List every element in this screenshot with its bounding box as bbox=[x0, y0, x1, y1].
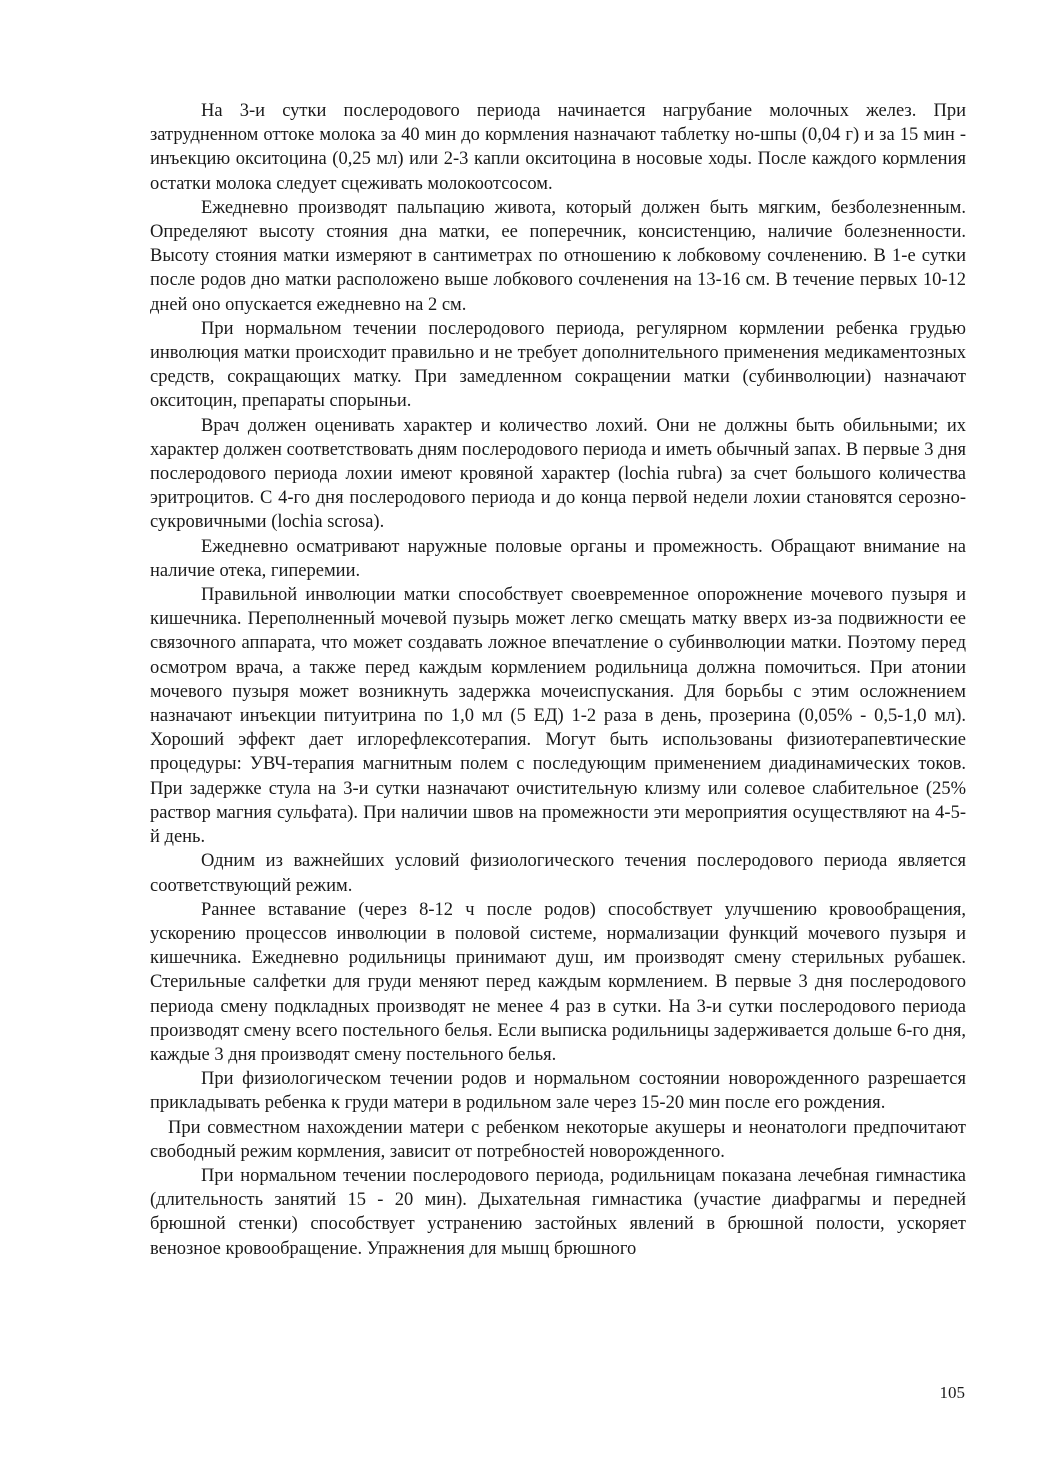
paragraph-abdominal-palpation: Ежедневно производят пальпацию живота, который должен быть мягким, безболезненным. Определяют высоту стояния дна матки, ее поперечник, консистенцию, наличие болезненности. Высоту стояния матки измеряют в сантиметрах по отношению к лобковому сочленению. В 1-е сутки после родов дно матки расположено выше лобкового сочленения на 13-16 см. В течение первых 10-12 дней оно опускается ежедневно на 2 см. bbox=[150, 197, 966, 315]
paragraph-first-breastfeeding: При физиологическом течении родов и нормальном состоянии новорожденного разрешается прикладывать ребенка к груди матери в родильном зале через 15-20 мин после его рождения. bbox=[150, 1069, 966, 1114]
document-page bbox=[150, 99, 966, 1261]
paragraph-regimen: Одним из важнейших условий физиологического течения послеродового периода является соответствующий режим. bbox=[150, 851, 966, 896]
page-number: 105 bbox=[939, 1383, 965, 1402]
paragraph-breast-engorgement: На 3-и сутки послеродового периода начинается нагрубание молочных желез. При затрудненном оттоке молока за 40 мин до кормления назначают таблетку но-шпы (0,04 г) и за 15 мин - инъекцию окситоцина (0,25 мл) или 2-3 капли окситоцина в носовые ходы. После каждого кормления остатки молока следует сцеживать молокоотсосом. bbox=[150, 101, 966, 194]
paragraph-rooming-in: При совместном нахождении матери с ребенком некоторые акушеры и неонатологи предпочитают свободный режим кормления, зависит от потребностей новорожденного. bbox=[150, 1117, 966, 1162]
paragraph-uterine-involution: При нормальном течении послеродового периода, регулярном кормлении ребенка грудью инволюция матки происходит правильно и не требует дополнительного применения медикаментозных средств, сокращающих матку. При замедленном сокращении матки (субинволюции) назначают окситоцин, препараты спорыньи. bbox=[150, 318, 966, 412]
paragraph-external-examination: Ежедневно осматривают наружные половые органы и промежность. Обращают внимание на наличие отека, гиперемии. bbox=[150, 536, 966, 581]
paragraph-bladder-bowel: Правильной инволюции матки способствует своевременное опорожнение мочевого пузыря и кишечника. Переполненный мочевой пузырь может легко смещать матку вверх из-за подвижности ее связочного аппарата, что может создавать ложное впечатление о субинволюции матки. Поэтому перед осмотром врача, а также перед каждым кормлением родильница должна помочиться. При атонии мочевого пузыря может возникнуть задержка мочеиспускания. Для борьбы с этим осложнением назначают инъекции питуитрина по 1,0 мл (5 ЕД) 1-2 раза в день, прозерина (0,05% - 0,5-1,0 мл). Хороший эффект дает иглорефлексотерапия. Могут быть использованы физиотерапевтические процедуры: УВЧ-терапия магнитным полем с последующим применением диадинамических токов. При задержке стула на 3-и сутки назначают очистительную клизму или солевое слабительное (25% раствор магния сульфата). При наличии швов на промежности эти мероприятия осуществляют на 4-5-й день. bbox=[150, 585, 966, 848]
paragraph-therapeutic-gymnastics: При нормальном течении послеродового периода, родильницам показана лечебная гимнастика (длительность занятий 15 - 20 мин). Дыхательная гимнастика (участие диафрагмы и передней брюшной стенки) способствует устранению застойных явлений в брюшной полости, ускоряет венозное кровообращение. Упражнения для мышц брюшного bbox=[150, 1165, 966, 1259]
paragraph-early-ambulation: Раннее вставание (через 8-12 ч после родов) способствует улучшению кровообращения, ускорению процессов инволюции в половой системе, нормализации функций мочевого пузыря и кишечника. Ежедневно родильницы принимают душ, им производят смену стерильных рубашек. Стерильные салфетки для груди меняют перед каждым кормлением. В первые 3 дня послеродового периода смену подкладных производят не менее 4 раз в сутки. На 3-и сутки послеродового периода производят смену всего постельного белья. Если выписка родильницы задерживается дольше 6-го дня, каждые 3 дня производят смену постельного белья. bbox=[150, 899, 966, 1065]
paragraph-lochia: Врач должен оценивать характер и количество лохий. Они не должны быть обильными; их характер должен соответствовать дням послеродового периода и иметь обычный запах. В первые 3 дня послеродового периода лохии имеют кровяной характер (lochia rubra) за счет большого количества эритроцитов. С 4-го дня послеродового периода и до конца первой недели лохии становятся серозно-сукровичными (lochia scrosa). bbox=[150, 415, 966, 533]
